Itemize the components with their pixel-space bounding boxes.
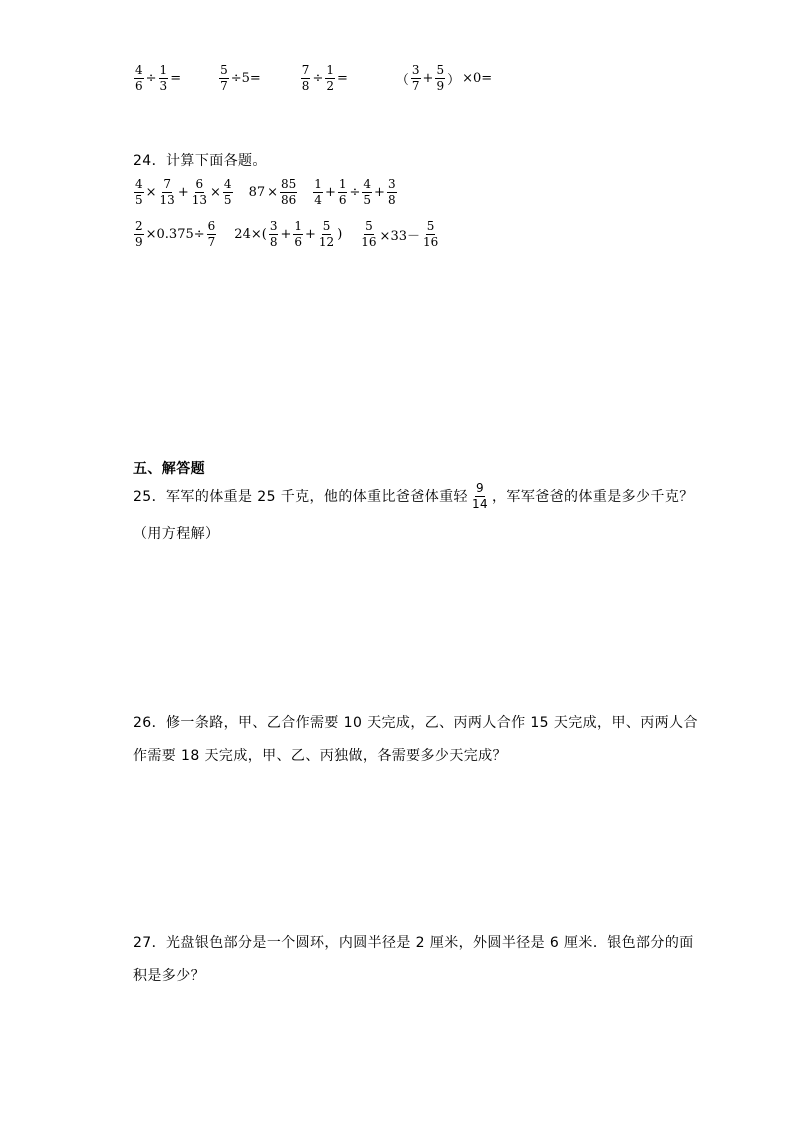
fraction: $\frac{9}{14}$ [471, 481, 489, 511]
question-27-line-2: 积是多少？ [133, 968, 205, 984]
expr-sum-times-zero: （ $\frac{3}{7}$ + $\frac{5}{9}$ ） ×0= [395, 63, 493, 93]
question-25-line-1 [133, 482, 694, 510]
fraction: $\frac{6}{13}$ [191, 177, 208, 207]
fraction: $\frac{5}{7}$ [220, 63, 228, 93]
fraction: $\frac{3}{7}$ [411, 63, 420, 93]
expression-row-top [133, 64, 493, 92]
question-26-line-1: 26．修一条路，甲、乙合作需要 10 天完成，乙、丙两人合作 15 天完成，甲、丙两人合 [133, 715, 698, 731]
question-25-text-pre: 25．军军的体重是 25 千克，他的体重比爸爸体重轻 [133, 489, 468, 506]
fraction: $\frac{7}{13}$ [159, 177, 175, 207]
expr-24-1: $\frac{4}{5}$ × $\frac{7}{13}$ + $\frac{6}{13}$ × $\frac{4}{5}$ [135, 177, 232, 207]
fraction: $\frac{2}{9}$ [135, 219, 143, 249]
question-24-row-1 [133, 178, 398, 206]
question-25-line-2: （用方程解） [133, 526, 220, 542]
fraction: $\frac{1}{3}$ [159, 63, 168, 93]
fraction: $\frac{4}{5}$ [135, 177, 143, 207]
question-27-line-1: 27．光盘银色部分是一个圆环，内圆半径是 2 厘米，外圆半径是 6 厘米．银色部分的面 [133, 935, 694, 951]
question-24-title: 24．计算下面各题。 [133, 153, 267, 169]
expr-24-5: 24×( $\frac{3}{8}$ + $\frac{1}{6}$ + $\frac{5}{12}$ ) [234, 219, 343, 249]
fraction: $\frac{1}{6}$ [338, 177, 347, 207]
fraction: $\frac{3}{8}$ [387, 177, 396, 207]
expr-24-3: $\frac{1}{4}$ + $\frac{1}{6}$ ÷ $\frac{4}{5}$ + $\frac{3}{8}$ [314, 177, 396, 207]
section-title: 五、解答题 [133, 461, 205, 477]
fraction: $\frac{5}{16}$ [422, 219, 439, 249]
expr-7-8-div-1-2: $\frac{7}{8}$ ÷ $\frac{1}{2}$ = [301, 63, 348, 93]
fraction: $\frac{1}{2}$ [326, 63, 334, 93]
fraction: $\frac{1}{6}$ [294, 219, 302, 249]
fraction: $\frac{5}{16}$ [361, 219, 377, 249]
expr-5-7-div-5: $\frac{5}{7}$ ÷5= [220, 63, 261, 93]
fraction: $\frac{5}{9}$ [436, 63, 445, 93]
fraction: $\frac{5}{12}$ [318, 219, 335, 249]
fraction: $\frac{85}{86}$ [281, 177, 297, 207]
fraction: $\frac{6}{7}$ [207, 219, 216, 249]
fraction: $\frac{4}{5}$ [363, 177, 372, 207]
fraction: $\frac{4}{5}$ [223, 177, 232, 207]
fraction: $\frac{7}{8}$ [301, 63, 310, 93]
expr-24-2: 87 × $\frac{85}{86}$ [248, 177, 297, 207]
question-24-row-2 [133, 220, 440, 248]
fraction: $\frac{3}{8}$ [269, 219, 278, 249]
question-26-line-2: 作需要 18 天完成，甲、乙、丙独做，各需要多少天完成？ [133, 748, 507, 764]
question-25-text-post: ，军军爸爸的体重是多少千克？ [492, 489, 694, 506]
expr-24-4: $\frac{2}{9}$ ×0.375÷ $\frac{6}{7}$ [135, 219, 216, 249]
fraction: $\frac{4}{6}$ [135, 63, 143, 93]
fraction: $\frac{1}{4}$ [314, 177, 322, 207]
expr-24-6: $\frac{5}{16}$ ×33－ $\frac{5}{16}$ [361, 219, 439, 249]
expr-4-6-div-1-3: $\frac{4}{6}$ ÷ $\frac{1}{3}$ = [135, 63, 182, 93]
